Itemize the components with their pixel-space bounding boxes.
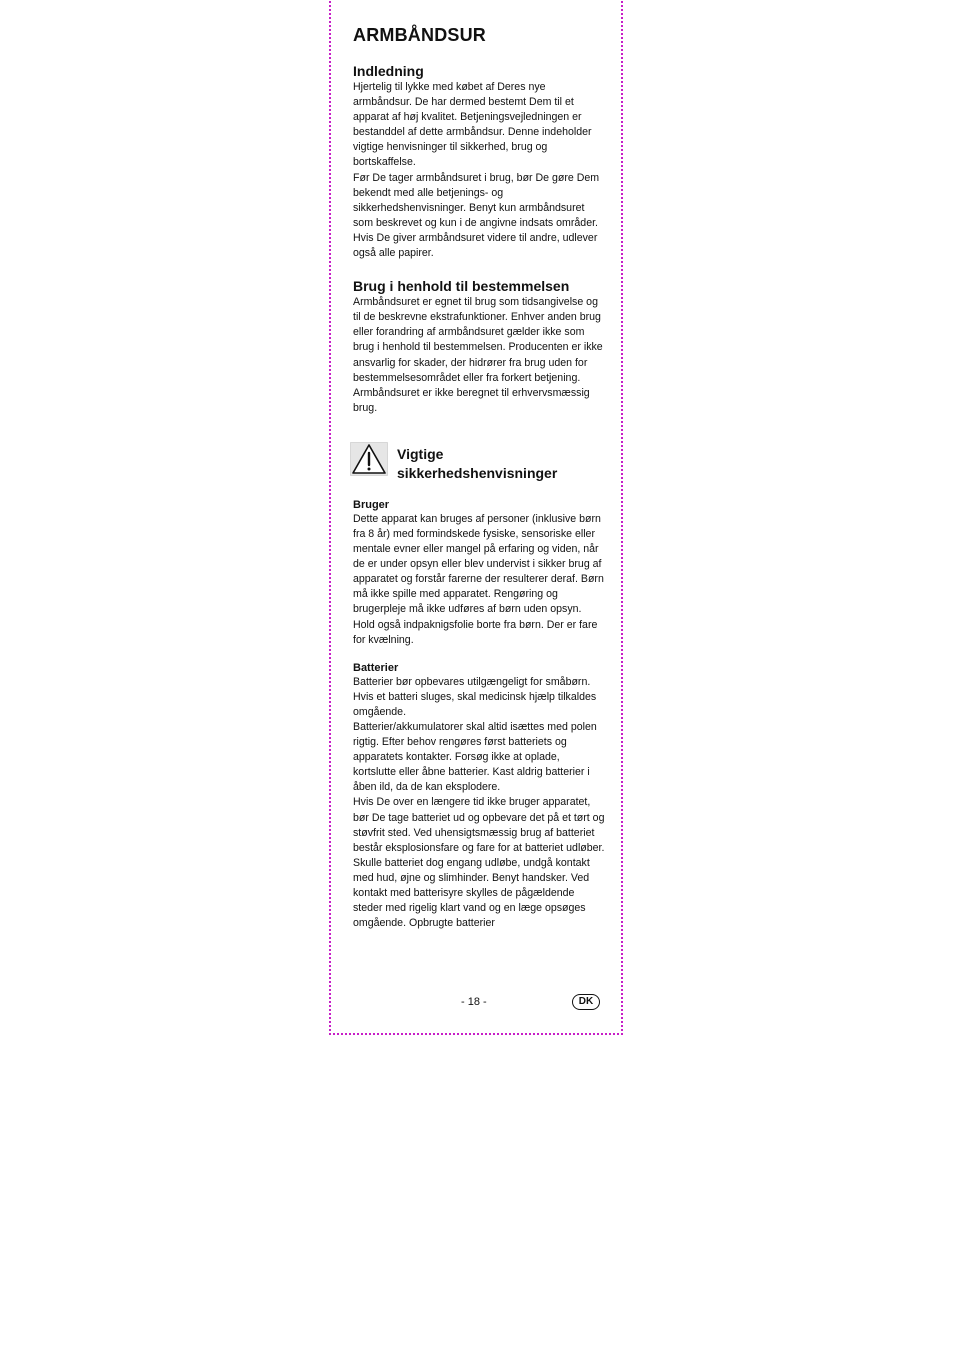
- warning-triangle-icon: [350, 442, 388, 476]
- user-heading: Bruger: [353, 498, 390, 511]
- safety-heading-line-1: Vigtige: [397, 445, 444, 462]
- intended-use-heading: Brug i henhold til bestemmelsen: [353, 278, 570, 295]
- language-badge: DK: [572, 994, 600, 1010]
- intro-paragraph-1: Hjertelig til lykke med købet af Deres nye armbåndsur. De har dermed bestemt Dem til et apparat af høj kvalitet. Betjeningsvejledningen er bestanddel af dette armbåndsur. Denne indeholder vigtige henvisninger til sikkerhed, brug og bortskaffelse.: [353, 81, 592, 169]
- batteries-paragraph-2: Batterier/akkumulatorer skal altid isættes med polen rigtig. Efter behov rengøres først batteriets og apparatets kontakter. Forsøg ikke at oplade, kortslutte eller åbne batterier. Kast aldrig batterier i åben ild, da de kan eksplodere.: [353, 721, 597, 794]
- page-content: [353, 24, 605, 931]
- safety-heading-line-2: sikkerhedshenvisninger: [397, 464, 558, 481]
- batteries-paragraph-3: Hvis De over en længere tid ikke bruger apparatet, bør De tage batteriet ud og opbevare det på et tørt og støvfrit sted. Ved uhensigtsmæssig brug af batteriet består eksplosionsfare og fare for at batteriet udløber. Skulle batteriet dog engang udløbe, undgå kontakt med hud, øjne og slimhinder. Benyt handsker. Ved kontakt med batterisyre skylles de pågældende steder med rigelig klart vand og en læge opsøges omgående. Opbrugte batterier: [353, 796, 605, 930]
- page-footer: [331, 994, 621, 1014]
- user-paragraph: Dette apparat kan bruges af personer (inklusive børn fra 8 år) med formindskede fysiske, sensoriske eller mentale evner eller mangel på erfaring og viden, når de er under opsyn eller blev undervist i sikker brug af apparatet og forstår farerne der resulterer deraf. Børn må ikke spille med apparatet. Rengøring og brugerpleje må ikke udføres af børn uden opsyn. Hold også indpaknigsfolie borte fra børn. Der er fare for kvælning.: [353, 512, 604, 646]
- batteries-paragraph-1: Batterier bør opbevares utilgængeligt for småbørn. Hvis et batteri sluges, skal medicinsk hjælp tilkaldes omgående.: [353, 675, 597, 718]
- intro-paragraph-2: Før De tager armbåndsuret i brug, bør De gøre Dem bekendt med alle betjenings- og sikkerhedshenvisninger. Benyt kun armbåndsuret som beskrevet og kun i de angivne indsats områder.: [353, 171, 600, 229]
- intro-heading: Indledning: [353, 63, 424, 79]
- intended-use-paragraph: Armbåndsuret er egnet til brug som tidsangivelse og til de beskrevne ekstrafunktioner. Enhver anden brug eller forandring af armbåndsuret gælder ikke som brug i henhold til bestemmelsen. Producenten er ikke ansvarlig for skader, der hidrører fra brug uden for bestemmelsesområdet eller fra forkert betjening. Armbåndsuret er ikke beregnet til erhvervsmæssig brug.: [353, 296, 603, 414]
- safety-heading: [397, 445, 557, 483]
- page-number: - 18 -: [461, 996, 487, 1008]
- batteries-heading: Batterier: [353, 661, 399, 674]
- manual-page: [329, 0, 623, 1035]
- page-title: ARMBÅNDSUR: [353, 25, 486, 45]
- intro-paragraph-3: Hvis De giver armbåndsuret videre til andre, udlever også alle papirer.: [353, 231, 598, 260]
- safety-heading-row: [353, 442, 605, 483]
